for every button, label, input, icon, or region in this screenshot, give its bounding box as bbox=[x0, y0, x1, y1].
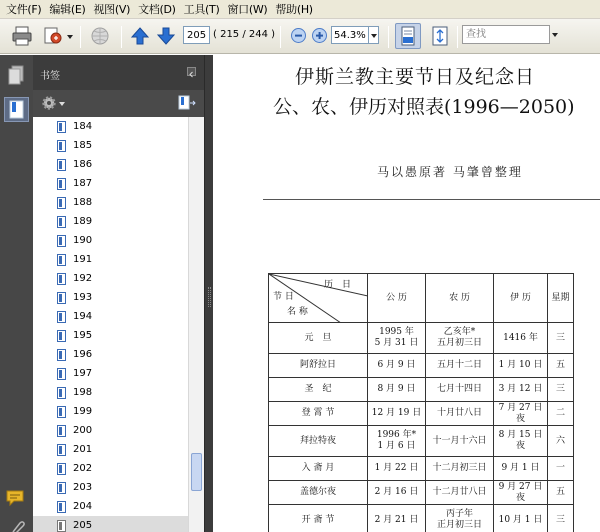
bookmark-label: 198 bbox=[73, 387, 93, 398]
table-row bbox=[269, 354, 574, 378]
bookmark-item[interactable] bbox=[33, 497, 188, 516]
bookmark-label: 197 bbox=[73, 368, 93, 379]
bookmark-item[interactable] bbox=[33, 402, 188, 421]
bookmark-label: 204 bbox=[73, 501, 93, 512]
bookmark-label: 194 bbox=[73, 311, 93, 322]
zoom-input[interactable] bbox=[331, 26, 369, 44]
calendar-table bbox=[268, 273, 574, 532]
bookmark-icon bbox=[57, 330, 66, 342]
bookmarks-toolbar bbox=[33, 90, 204, 117]
bookmark-icon bbox=[57, 197, 66, 209]
cell-weekday: 五 bbox=[548, 481, 574, 505]
cell-islamic bbox=[494, 354, 548, 378]
bookmark-label: 201 bbox=[73, 444, 93, 455]
splitter-grip[interactable] bbox=[208, 287, 211, 307]
options-dropdown-icon[interactable] bbox=[59, 102, 65, 106]
bookmark-icon bbox=[57, 140, 66, 152]
gregorian-line: 1 月 6 日 bbox=[377, 441, 416, 451]
islamic-line: 9 月 1 日 bbox=[501, 463, 540, 473]
bookmark-label: 195 bbox=[73, 330, 93, 341]
cell-islamic bbox=[494, 426, 548, 457]
menu-item[interactable]: 视图(V) bbox=[93, 3, 131, 16]
bookmarks-panel bbox=[33, 55, 204, 532]
bookmark-label: 185 bbox=[73, 140, 93, 151]
attachment-icon[interactable] bbox=[4, 519, 29, 532]
header-gregorian: 公 历 bbox=[368, 274, 426, 323]
bookmark-icon bbox=[57, 368, 66, 380]
lunar-line: 五月初三日 bbox=[436, 338, 482, 348]
cell-weekday: 二 bbox=[548, 402, 574, 426]
attach-dropdown-icon[interactable] bbox=[67, 35, 73, 39]
gear-icon[interactable] bbox=[41, 95, 57, 111]
menu-item[interactable]: 窗口(W) bbox=[227, 3, 268, 16]
bookmark-item[interactable] bbox=[33, 345, 188, 364]
cell-lunar bbox=[426, 402, 494, 426]
bookmark-label: 188 bbox=[73, 197, 93, 208]
search-input[interactable] bbox=[462, 25, 550, 44]
bookmark-item[interactable] bbox=[33, 383, 188, 402]
bookmark-item[interactable] bbox=[33, 193, 188, 212]
comments-icon[interactable] bbox=[4, 487, 29, 512]
lunar-line: 七月十四日 bbox=[436, 384, 482, 394]
fit-width-button[interactable] bbox=[429, 24, 451, 48]
corner-label-top: 历 日 bbox=[324, 280, 352, 290]
bookmark-item[interactable] bbox=[33, 440, 188, 459]
bookmark-icon bbox=[57, 178, 66, 190]
cell-gregorian bbox=[368, 426, 426, 457]
bookmark-item[interactable] bbox=[33, 174, 188, 193]
lunar-line: 五月十二日 bbox=[436, 360, 482, 370]
cell-islamic bbox=[494, 402, 548, 426]
islamic-line: 8 月 15 日夜 bbox=[498, 430, 543, 451]
expand-bookmark-icon[interactable] bbox=[177, 95, 197, 111]
bookmark-icon bbox=[57, 349, 66, 361]
cell-weekday: 五 bbox=[548, 354, 574, 378]
cell-weekday: 三 bbox=[548, 505, 574, 532]
bookmark-label: 186 bbox=[73, 159, 93, 170]
bookmark-item[interactable] bbox=[33, 136, 188, 155]
cell-lunar bbox=[426, 457, 494, 481]
bookmark-icon bbox=[57, 482, 66, 494]
cell-lunar bbox=[426, 323, 494, 354]
table-row bbox=[269, 457, 574, 481]
search-dropdown[interactable] bbox=[550, 25, 559, 44]
bookmark-icon bbox=[57, 273, 66, 285]
bookmark-item[interactable] bbox=[33, 326, 188, 345]
gregorian-line: 2 月 16 日 bbox=[374, 487, 419, 497]
menu-item[interactable]: 文档(D) bbox=[138, 3, 176, 16]
bookmark-item[interactable] bbox=[33, 231, 188, 250]
bookmark-label: 190 bbox=[73, 235, 93, 246]
lunar-line: 正月初三日 bbox=[436, 520, 482, 530]
table-corner-header bbox=[269, 274, 368, 323]
islamic-line: 7 月 27 日夜 bbox=[498, 402, 543, 424]
cell-festival-name: 入 斋 月 bbox=[269, 457, 368, 481]
bookmark-label: 199 bbox=[73, 406, 93, 417]
table-row bbox=[269, 481, 574, 505]
cell-islamic bbox=[494, 481, 548, 505]
bookmark-icon bbox=[57, 387, 66, 399]
page-number-input[interactable] bbox=[183, 26, 210, 44]
document-title-line2: 公、农、伊历对照表(1996—2050) bbox=[273, 96, 575, 118]
document-author: 马以愚原著 马肇曾整理 bbox=[377, 165, 523, 179]
bookmark-icon bbox=[57, 216, 66, 228]
bookmark-item[interactable] bbox=[33, 307, 188, 326]
menu-item[interactable]: 工具(T) bbox=[183, 3, 220, 16]
bookmark-item[interactable] bbox=[33, 478, 188, 497]
table-row bbox=[269, 378, 574, 402]
zoom-out-icon[interactable] bbox=[290, 27, 307, 44]
panel-options-button[interactable] bbox=[187, 67, 196, 76]
bookmark-label: 202 bbox=[73, 463, 93, 474]
panel-splitter[interactable] bbox=[204, 55, 213, 532]
toolbar bbox=[0, 19, 600, 54]
bookmark-item[interactable] bbox=[33, 516, 188, 532]
bookmark-icon bbox=[57, 311, 66, 323]
table-row bbox=[269, 402, 574, 426]
menu-item[interactable]: 编辑(E) bbox=[49, 3, 86, 16]
bookmark-item[interactable] bbox=[33, 288, 188, 307]
cell-islamic bbox=[494, 323, 548, 354]
cell-festival-name: 阿舒拉日 bbox=[269, 354, 368, 378]
gregorian-line: 1995 年 bbox=[379, 327, 414, 337]
bookmark-item[interactable] bbox=[33, 250, 188, 269]
bookmark-label: 196 bbox=[73, 349, 93, 360]
bookmark-item[interactable] bbox=[33, 459, 188, 478]
next-page-icon[interactable] bbox=[156, 26, 176, 46]
attach-send-icon[interactable] bbox=[42, 25, 64, 47]
bookmark-item[interactable] bbox=[33, 212, 188, 231]
gregorian-line: 1 月 22 日 bbox=[374, 463, 419, 473]
cell-weekday: 三 bbox=[548, 378, 574, 402]
bookmark-label: 189 bbox=[73, 216, 93, 227]
bookmark-item[interactable] bbox=[33, 117, 188, 136]
gregorian-line: 1996 年* bbox=[376, 430, 417, 440]
cell-gregorian bbox=[368, 481, 426, 505]
cell-lunar bbox=[426, 481, 494, 505]
cell-gregorian bbox=[368, 378, 426, 402]
cell-lunar bbox=[426, 426, 494, 457]
cell-gregorian bbox=[368, 402, 426, 426]
chevron-down-icon bbox=[371, 34, 377, 38]
header-lunar: 农 历 bbox=[426, 274, 494, 323]
pages-panel-icon[interactable] bbox=[4, 63, 29, 88]
cell-lunar bbox=[426, 378, 494, 402]
zoom-in-icon[interactable] bbox=[311, 27, 328, 44]
zoom-dropdown[interactable] bbox=[369, 26, 379, 44]
bookmark-icon bbox=[57, 425, 66, 437]
bookmarks-panel-title: 书签 bbox=[40, 71, 60, 82]
document-view bbox=[213, 55, 600, 532]
lunar-line: 十二月廿八日 bbox=[432, 487, 487, 497]
bookmarks-panel-icon[interactable] bbox=[4, 97, 29, 122]
lunar-line: 乙亥年* bbox=[443, 327, 476, 337]
lunar-line: 十一月十六日 bbox=[432, 435, 487, 446]
gregorian-line: 2 月 21 日 bbox=[374, 514, 419, 525]
cell-weekday: 一 bbox=[548, 457, 574, 481]
table-row bbox=[269, 323, 574, 354]
table-row bbox=[269, 505, 574, 532]
islamic-line: 10 月 1 日 bbox=[498, 514, 543, 525]
corner-label-left: 节 日 bbox=[273, 292, 294, 302]
gregorian-line: 12 月 19 日 bbox=[371, 408, 422, 418]
lunar-line: 丙子年 bbox=[445, 509, 473, 519]
islamic-line: 3 月 12 日 bbox=[498, 384, 543, 394]
bookmark-label: 203 bbox=[73, 482, 93, 493]
bookmark-icon bbox=[57, 463, 66, 475]
bookmark-icon bbox=[57, 159, 66, 171]
bookmark-list bbox=[33, 117, 204, 532]
bookmark-icon bbox=[57, 292, 66, 304]
lunar-line: 十月廿八日 bbox=[436, 408, 482, 418]
bookmark-item[interactable] bbox=[33, 155, 188, 174]
gregorian-line: 8 月 9 日 bbox=[377, 384, 416, 394]
cell-festival-name: 圣 纪 bbox=[269, 378, 368, 402]
bookmark-label: 193 bbox=[73, 292, 93, 303]
divider bbox=[263, 199, 600, 200]
islamic-line: 1416 年 bbox=[503, 332, 538, 343]
bookmark-item[interactable] bbox=[33, 421, 188, 440]
menu-item[interactable]: 帮助(H) bbox=[275, 3, 313, 16]
previous-page-icon[interactable] bbox=[130, 26, 150, 46]
bookmark-scrollbar[interactable] bbox=[188, 117, 204, 532]
bookmark-label: 187 bbox=[73, 178, 93, 189]
cell-festival-name: 登 霄 节 bbox=[269, 402, 368, 426]
islamic-line: 9 月 27 日夜 bbox=[498, 481, 543, 503]
bookmark-label: 191 bbox=[73, 254, 93, 265]
bookmark-item[interactable] bbox=[33, 364, 188, 383]
bookmark-icon bbox=[57, 254, 66, 266]
bookmark-label: 200 bbox=[73, 425, 93, 436]
bookmark-icon bbox=[57, 501, 66, 513]
cell-festival-name: 元 旦 bbox=[269, 323, 368, 354]
web-capture-icon[interactable] bbox=[89, 25, 111, 47]
islamic-line: 1 月 10 日 bbox=[498, 360, 543, 370]
bookmark-item[interactable] bbox=[33, 269, 188, 288]
cell-islamic bbox=[494, 457, 548, 481]
bookmark-label: 205 bbox=[73, 520, 93, 531]
cell-gregorian bbox=[368, 354, 426, 378]
page-count: ( 215 / 244 ) bbox=[213, 29, 276, 40]
bookmark-icon bbox=[57, 235, 66, 247]
bookmark-icon bbox=[57, 444, 66, 456]
cell-gregorian bbox=[368, 457, 426, 481]
cell-lunar bbox=[426, 354, 494, 378]
gregorian-line: 6 月 9 日 bbox=[377, 360, 416, 370]
bookmark-label: 184 bbox=[73, 121, 93, 132]
header-weekday: 星期 bbox=[548, 274, 574, 323]
cell-festival-name: 开 斋 节 bbox=[269, 505, 368, 532]
bookmark-icon bbox=[57, 121, 66, 133]
chevron-down-icon bbox=[552, 33, 558, 37]
cell-lunar bbox=[426, 505, 494, 532]
lunar-line: 十二月初三日 bbox=[432, 463, 487, 473]
cell-festival-name: 盖德尔夜 bbox=[269, 481, 368, 505]
table-row bbox=[269, 426, 574, 457]
cell-weekday: 三 bbox=[548, 323, 574, 354]
bookmark-label: 192 bbox=[73, 273, 93, 284]
header-islamic: 伊 历 bbox=[494, 274, 548, 323]
cell-weekday: 六 bbox=[548, 426, 574, 457]
navigation-panel-strip bbox=[0, 55, 33, 532]
fit-page-button[interactable] bbox=[395, 23, 421, 49]
cell-islamic bbox=[494, 378, 548, 402]
document-title-line1: 伊斯兰教主要节日及纪念日 bbox=[295, 66, 536, 88]
gregorian-line: 5 月 31 日 bbox=[374, 338, 419, 348]
bookmark-icon bbox=[57, 520, 66, 532]
print-icon[interactable] bbox=[11, 25, 33, 47]
corner-label-bottom: 名 称 bbox=[287, 307, 308, 317]
cell-festival-name: 拜拉特夜 bbox=[269, 426, 368, 457]
bookmark-icon bbox=[57, 406, 66, 418]
cell-gregorian bbox=[368, 505, 426, 532]
cell-islamic bbox=[494, 505, 548, 532]
menu-item[interactable]: 文件(F) bbox=[6, 3, 42, 16]
menu-bar bbox=[0, 0, 600, 19]
scrollbar-thumb[interactable] bbox=[191, 453, 202, 491]
cell-gregorian bbox=[368, 323, 426, 354]
